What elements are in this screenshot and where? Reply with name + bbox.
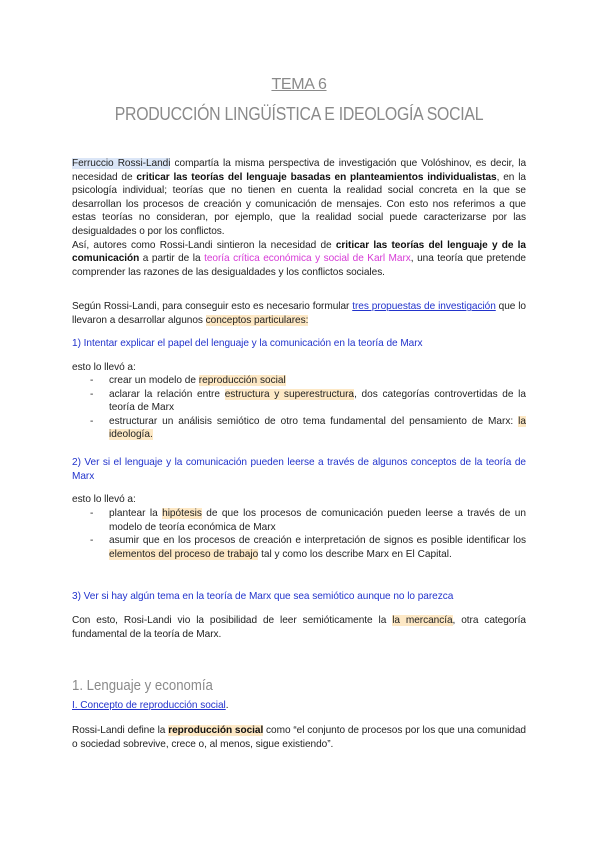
list-item: - asumir que en los procesos de creación e interpretación de signos es posible identificar los elementos del proceso de trabajo tal y como los describe Marx en El Capital. (72, 534, 526, 561)
item1-list (72, 374, 526, 442)
tema-label: TEMA 6 (271, 76, 327, 93)
list-item: - crear un modelo de reproducción social (72, 374, 526, 388)
intro-paragraph: Ferruccio Rossi-Landi compartía la misma perspectiva de investigación que Volóshinov, es decir, la necesidad de criticar las teorías del lenguaje basadas en planteamientos individualistas, en la psicología individual; teorías que no tienen en cuenta la realidad social concreta en la que se desarrollan los procesos de creación y comunicación de mensajes. Con esto nos referimos a que estas teorías no consideran, por ejemplo, que la realidad social puede caracterizarse por las desigualdades o por los conflictos. Así, autores como Rossi-Landi sintieron la necesidad de criticar las teorías del lenguaje y de la comunicación a partir de la teoría crítica económica y social de Karl Marx, una teoría que pretende comprender las razones de las desigualdades y los conflictos sociales. (72, 158, 527, 278)
proposals-paragraph: Según Rossi-Landi, para conseguir esto es necesario formular tres propuestas de investigación que lo llevaron a desarrollar algunos conceptos particulares: (72, 301, 526, 326)
highlight: conceptos particulares: (205, 314, 309, 326)
item1-lead: esto lo llevó a: (72, 362, 136, 373)
definition-paragraph: Rossi-Landi define la reproducción social como “el conjunto de procesos por los que una comunidad o sociedad sobrevive, crece o, al menos, sigue existiendo”. (72, 725, 526, 750)
list-item: - aclarar la relación entre estructura y superestructura, dos categorías controvertidas de la teoría de Marx (72, 388, 526, 415)
proposals-link[interactable]: tres propuestas de investigación (352, 301, 496, 312)
section-heading: 1. Lenguaje y economía (72, 677, 213, 694)
item2-heading: 2) Ver si el lenguaje y la comunicación pueden leerse a través de algunos conceptos de la teoría de Marx (72, 457, 526, 482)
subsection-line: I. Concepto de reproducción social. (72, 700, 229, 711)
author-name: Ferruccio Rossi-Landi (72, 158, 171, 169)
page-title: PRODUCCIÓN LINGÜÍSTICA E IDEOLOGÍA SOCIAL (114, 104, 484, 124)
subsection-link[interactable]: I. Concepto de reproducción social (72, 700, 226, 711)
item3-heading: 3) Ver si hay algún tema en la teoría de Marx que sea semiótico aunque no lo parezca (72, 591, 454, 602)
item2-lead: esto lo llevó a: (72, 494, 136, 505)
list-item: - estructurar un análisis semiótico de otro tema fundamental del pensamiento de Marx: la ideología. (72, 415, 526, 442)
highlight: la mercancía (392, 615, 453, 626)
conclusion-paragraph: Con esto, Rosi-Landi vio la posibilidad de leer semióticamente la la mercancía, otra categoría fundamental de la teoría de Marx. (72, 615, 526, 640)
bold-phrase: criticar las teorías del lenguaje basadas en planteamientos individualistas (136, 171, 497, 183)
list-item: - plantear la hipótesis de que los procesos de comunicación pueden leerse a través de un modelo de teoría económica de Marx (72, 507, 526, 534)
item1-heading: 1) Intentar explicar el papel del lenguaje y la comunicación en la teoría de Marx (72, 338, 423, 349)
bold-highlight: reproducción social (168, 725, 264, 736)
highlighted-theory: teoría crítica económica y social de Karl Marx (204, 253, 411, 265)
item2-list (72, 507, 526, 561)
bold-phrase: criticar las teorías del lenguaje y de la comunicación (72, 239, 526, 265)
